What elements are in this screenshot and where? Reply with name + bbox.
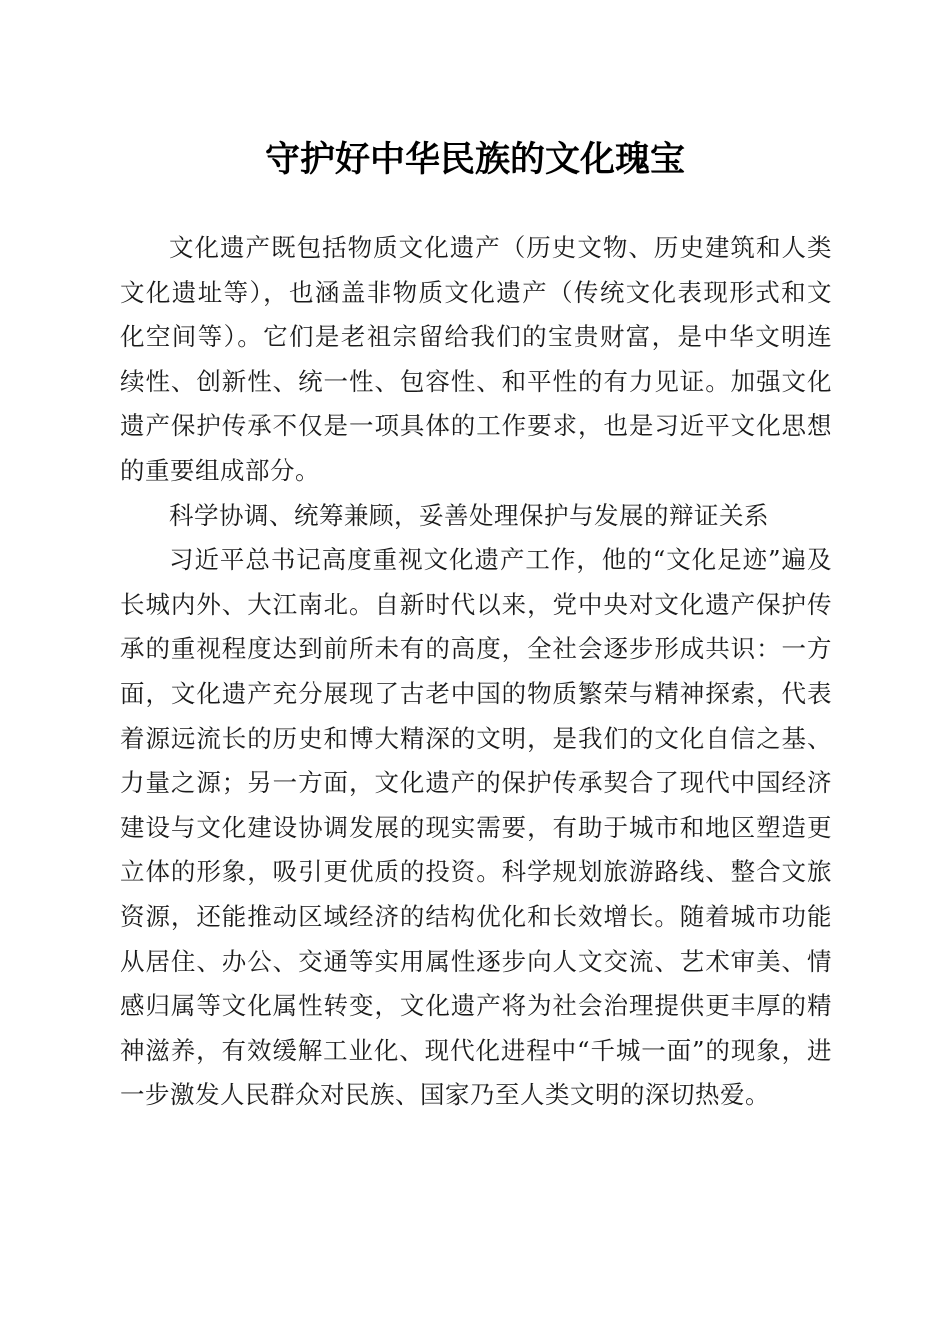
document-title: 守护好中华民族的文化瑰宝 [264,139,685,180]
paragraph-subheading: 科学协调、统筹兼顾，妥善处理保护与发展的辩证关系 [169,500,769,530]
paragraph-intro: 文化遗产既包括物质文化遗产（历史文物、历史建筑和人类文化遗址等），也涵盖非物质文化遗产（传统文化表现形式和文化空间等）。它们是老祖宗留给我们的宝贵财富，是中华文明连续性、创新性、统一性、包容性、和平性的有力见证。加强文化遗产保护传承不仅是一项具体的工作要求，也是习近平文化思想的重要组成部分。 [120,233,832,485]
document-body [120,226,832,1118]
paragraph-main: 习近平总书记高度重视文化遗产工作，他的“文化足迹”遍及长城内外、大江南北。自新时代以来，党中央对文化遗产保护传承的重视程度达到前所未有的高度，全社会逐步形成共识：一方面，文化遗产充分展现了古老中国的物质繁荣与精神探索，代表着源远流长的历史和博大精深的文明，是我们的文化自信之基、力量之源；另一方面，文化遗产的保护传承契合了现代中国经济建设与文化建设协调发展的现实需要，有助于城市和地区塑造更立体的形象，吸引更优质的投资。科学规划旅游路线、整合文旅资源，还能推动区域经济的结构优化和长效增长。随着城市功能从居住、办公、交通等实用属性逐步向人文交流、艺术审美、情感归属等文化属性转变，文化遗产将为社会治理提供更丰厚的精神滋养，有效缓解工业化、现代化进程中“千城一面”的现象，进一步激发人民群众对民族、国家乃至人类文明的深切热爱。 [120,545,832,1110]
